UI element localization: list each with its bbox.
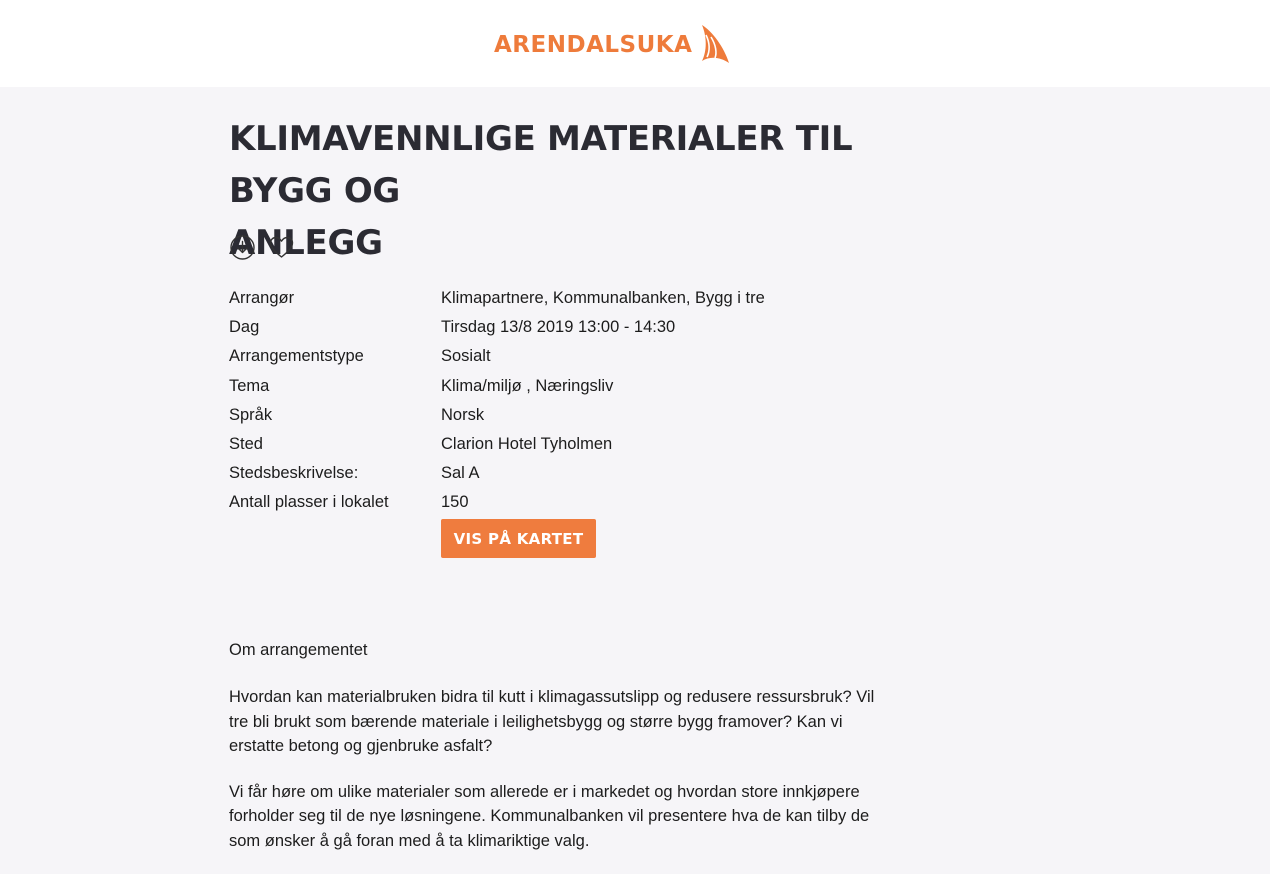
detail-row-organizer <box>229 284 949 313</box>
about-p2-line: Vi får høre om ulike materialer som allerede er i markedet og hvordan store innkjøpere <box>229 782 860 801</box>
detail-row-venue <box>229 430 949 459</box>
page-title-line-2: ANLEGG <box>229 223 383 263</box>
about-paragraph-1 <box>229 685 959 759</box>
detail-value: Sosialt <box>441 347 491 366</box>
detail-value: Klimapartnere, Kommunalbanken, Bygg i tre <box>441 289 765 308</box>
detail-label: Dag <box>229 318 260 337</box>
heart-icon[interactable] <box>268 234 295 261</box>
event-content <box>229 87 959 850</box>
logo-text: ARENDALSUKA <box>494 32 693 58</box>
detail-value: Klima/miljø , Næringsliv <box>441 376 614 395</box>
detail-label: Stedsbeskrivelse: <box>229 464 359 483</box>
detail-label: Sted <box>229 435 263 454</box>
detail-label: Antall plasser i lokalet <box>229 493 389 512</box>
about-p1-line: erstatte betong og gjenbruke asfalt? <box>229 737 493 755</box>
detail-row-day <box>229 313 949 342</box>
detail-row-theme <box>229 372 949 401</box>
detail-label: Arrangør <box>229 289 295 308</box>
event-details <box>229 284 949 518</box>
detail-label: Språk <box>229 405 273 424</box>
detail-row-language <box>229 401 949 430</box>
about-p2-line: forholder seg til de nye løsningene. Kommunalbanken vil presentere hva de kan tilby de <box>229 807 870 825</box>
page-title <box>229 113 959 269</box>
about-p1-line: tre bli brukt som bærende materiale i leilighetsbygg og større bygg framover? Kan vi <box>229 712 843 731</box>
download-icon[interactable] <box>229 234 256 261</box>
detail-row-type <box>229 342 949 371</box>
site-header <box>0 0 1270 87</box>
detail-row-venue-description <box>229 459 949 488</box>
detail-label: Tema <box>229 376 270 395</box>
about-p2-line: som ønsker å gå foran med å ta klimariktige valg. <box>229 831 590 850</box>
about-paragraph-2 <box>229 780 959 854</box>
detail-value: 150 <box>441 493 469 512</box>
detail-value: Norsk <box>441 405 485 424</box>
detail-row-capacity <box>229 488 949 517</box>
sail-icon <box>696 23 732 67</box>
page-title-line-1: KLIMAVENNLIGE MATERIALER TIL BYGG OG <box>229 119 853 211</box>
detail-value: Sal A <box>441 464 480 483</box>
detail-value: Tirsdag 13/8 2019 13:00 - 14:30 <box>441 318 676 337</box>
about-section <box>229 638 959 874</box>
about-p1-line: Hvordan kan materialbruken bidra til kutt i klimagassutslipp og redusere ressursbruk? Vil <box>229 688 875 706</box>
show-on-map-button[interactable]: VIS PÅ KARTET <box>441 519 596 558</box>
event-actions <box>229 234 295 261</box>
about-heading: Om arrangementet <box>229 641 368 659</box>
detail-value: Clarion Hotel Tyholmen <box>441 435 613 454</box>
detail-label: Arrangementstype <box>229 347 364 366</box>
arendalsuka-logo[interactable] <box>494 20 732 70</box>
